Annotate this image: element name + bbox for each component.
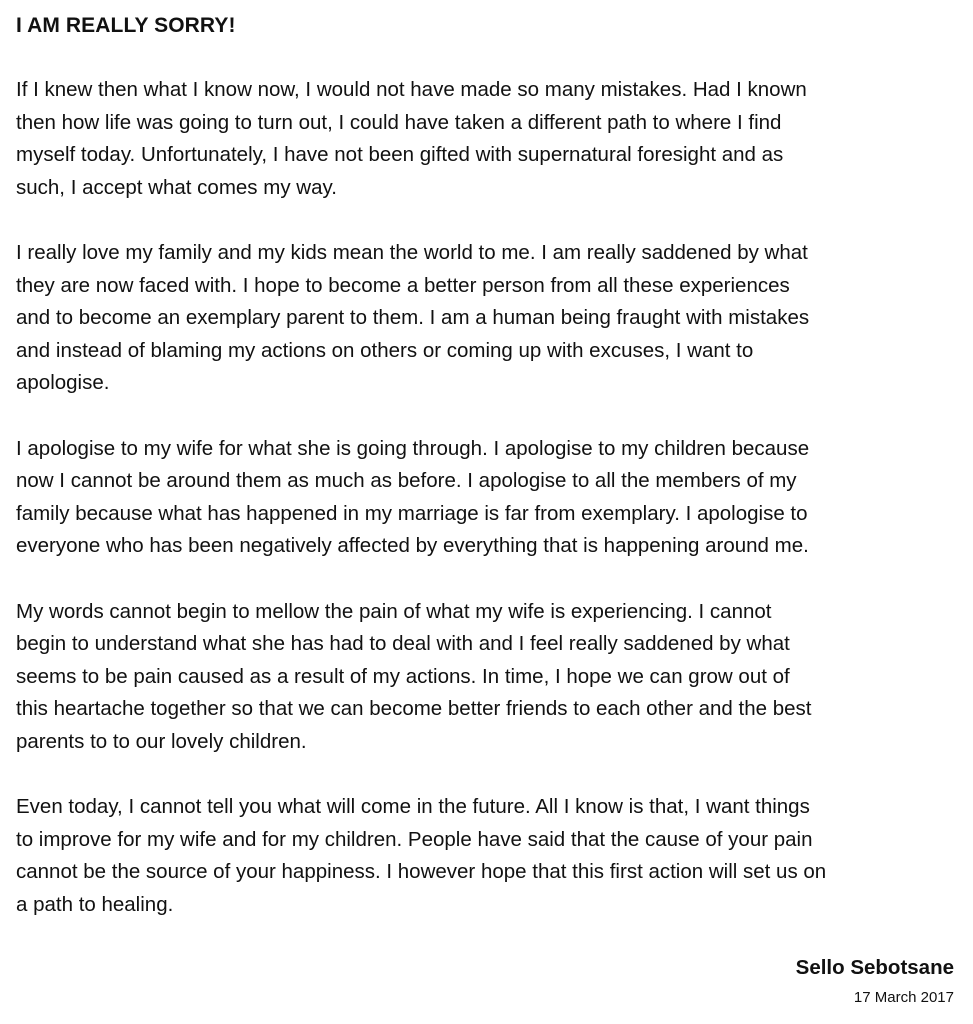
letter-title: I AM REALLY SORRY! [16,14,236,37]
letter-document [16,10,956,954]
paragraph-3: I apologise to my wife for what she is going through. I apologise to my children because now I cannot be around them as much as before. I apologise to all the members of my family because what has happened in my marriage is far from exemplary. I apologise to everyone who has been negatively affected by everything that is happening around me. [16,436,810,557]
signature-name: Sello Sebotsane [795,956,954,979]
paragraph-4: My words cannot begin to mellow the pain of what my wife is experiencing. I cannot begin to understand what she has had to deal with and I feel really saddened by what seems to be pain caused as a result of my actions. In time, I hope we can grow out of this heartache together so that we can become better friends to each other and the best parents to to our lovely children. [16,599,812,753]
paragraph-5: Even today, I cannot tell you what will come in the future. All I know is that, I want things to improve for my wife and for my children. People have said that the cause of your pain cannot be the source of your happiness. I however hope that this first action will set us on a path to healing. [16,795,827,916]
paragraph-2: I really love my family and my kids mean the world to me. I am really saddened by what they are now faced with. I hope to become a better person from all these experiences and to become an exemplary parent to them. I am a human being fraught with mistakes and instead of blaming my actions on others or coming up with excuses, I want to apologise. [16,241,810,394]
signature-date: 17 March 2017 [853,989,954,1006]
signature-block [796,954,954,1009]
paragraph-1: If I knew then what I know now, I would not have made so many mistakes. Had I known then how life was going to turn out, I could have taken a different path to where I find myself today. Unfortunately, I have not been gifted with supernatural foresight and as such, I accept what comes my way. [16,78,807,199]
